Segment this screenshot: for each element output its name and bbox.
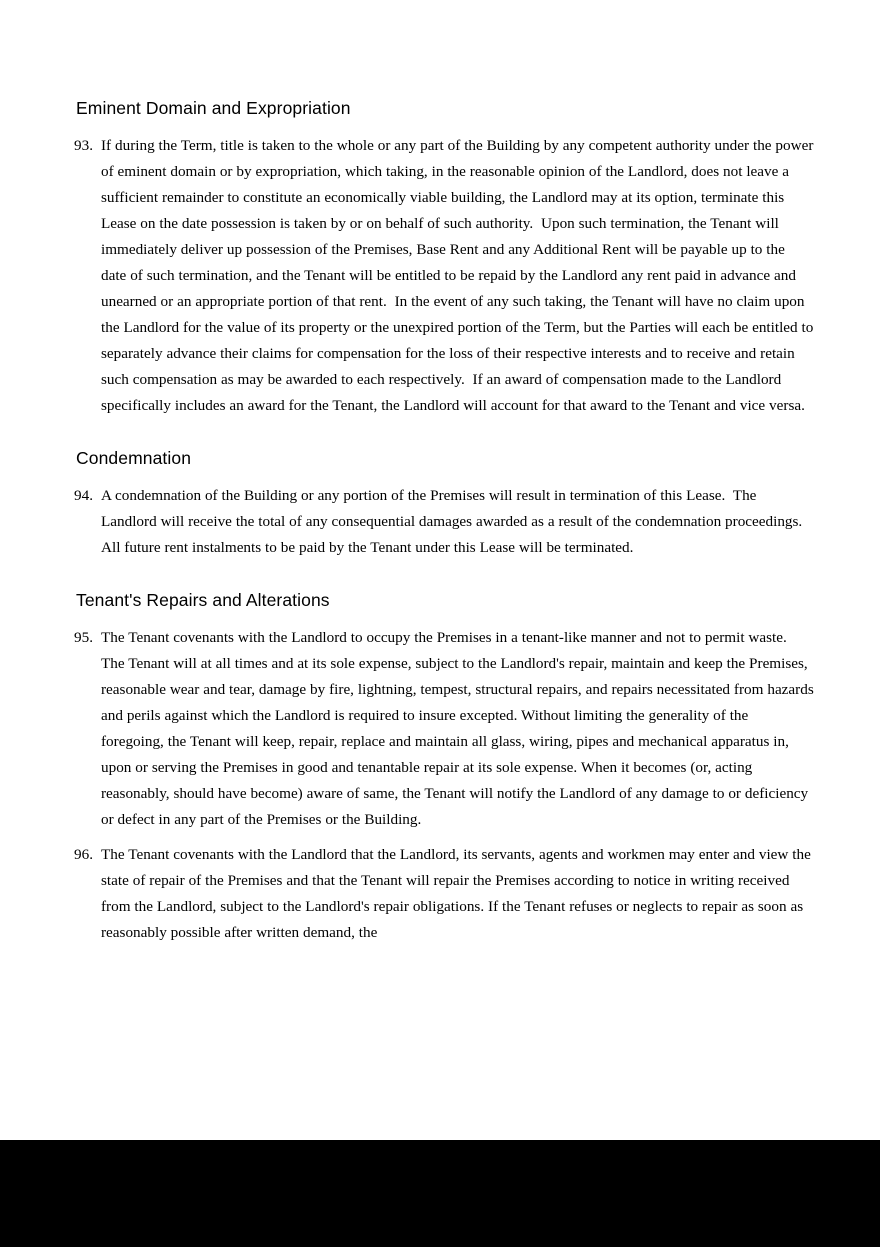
clause-text-96: The Tenant covenants with the Landlord that the Landlord, its servants, agents and workmen may enter and view the state of repair of the Premises and that the Tenant will repair the Premises according to notice in writing received from the Landlord, subject to the Landlord's repair obligations. If the Tenant refuses or neglects to repair as soon as reasonably possible after written demand, the [101, 845, 815, 941]
section-eminent-domain [76, 98, 814, 120]
section-condemnation [76, 448, 814, 470]
clause-96 [74, 842, 814, 946]
clause-94 [74, 483, 814, 561]
clause-number-94: 94. [74, 486, 93, 504]
clause-number-95: 95. [74, 628, 93, 646]
section-heading-tenants-repairs-and-alterations: Tenant's Repairs and Alterations [76, 589, 330, 610]
clause-text-94: A condemnation of the Building or any portion of the Premises will result in termination of this Lease. The Landlord will receive the total of any consequential damages awarded as a result of the condemnation proceedings. All future rent instalments to be paid by the Tenant under this Lease will be terminated. [101, 486, 810, 556]
clause-text-95: The Tenant covenants with the Landlord to occupy the Premises in a tenant-like manner and not to permit waste. The Tenant will at all times and at its sole expense, subject to the Landlord's repair, maintain and keep the Premises, reasonable wear and tear, damage by fire, lightning, tempest, structural repairs, and repairs necessitated from hazards and perils against which the Landlord is required to insure excepted. Without limiting the generality of the foregoing, the Tenant will keep, repair, replace and maintain all glass, wiring, pipes and mechanical apparatus in, upon or serving the Premises in good and tenantable repair at its sole expense. When it becomes (or, acting reasonably, should have become) aware of same, the Tenant will notify the Landlord of any damage to or deficiency or defect in any part of the Premises or the Building. [101, 628, 818, 828]
section-tenants-repairs-and-alterations [76, 590, 814, 612]
document-content [74, 98, 818, 946]
clause-93 [74, 133, 818, 419]
clause-number-93: 93. [74, 136, 93, 154]
section-heading-eminent-domain: Eminent Domain and Expropriation [76, 98, 351, 118]
clause-text-93: If during the Term, title is taken to the whole or any part of the Building by any competent authority under the power of eminent domain or by expropriation, which taking, in the reasonable opinion of the Landlord, does not leave a sufficient remainder to constitute an economically viable building, the Landlord may at its option, terminate this Lease on the date possession is taken by or on behalf of such authority. Upon such termination, the Tenant will immediately deliver up possession of the Premises, Base Rent and any Additional Rent will be payable up to the date of such termination, and the Tenant will be entitled to be repaid by the Landlord any rent paid in advance and unearned or an appropriate portion of that rent. In the event of any such taking, the Tenant will have no claim upon the Landlord for the value of its property or the unexpired portion of the Term, but the Parties will each be entitled to separately advance their claims for compensation for the loss of their respective interests and to receive and retain such compensation as may be awarded to each respectively. If an award of compensation made to the Landlord specifically includes an award for the Tenant, the Landlord will account for that award to the Tenant and vice versa. [101, 136, 818, 414]
page-bottom-black-bar [0, 1140, 880, 1247]
clause-number-96: 96. [74, 845, 93, 863]
section-heading-condemnation: Condemnation [76, 447, 192, 468]
clause-95 [74, 625, 818, 833]
